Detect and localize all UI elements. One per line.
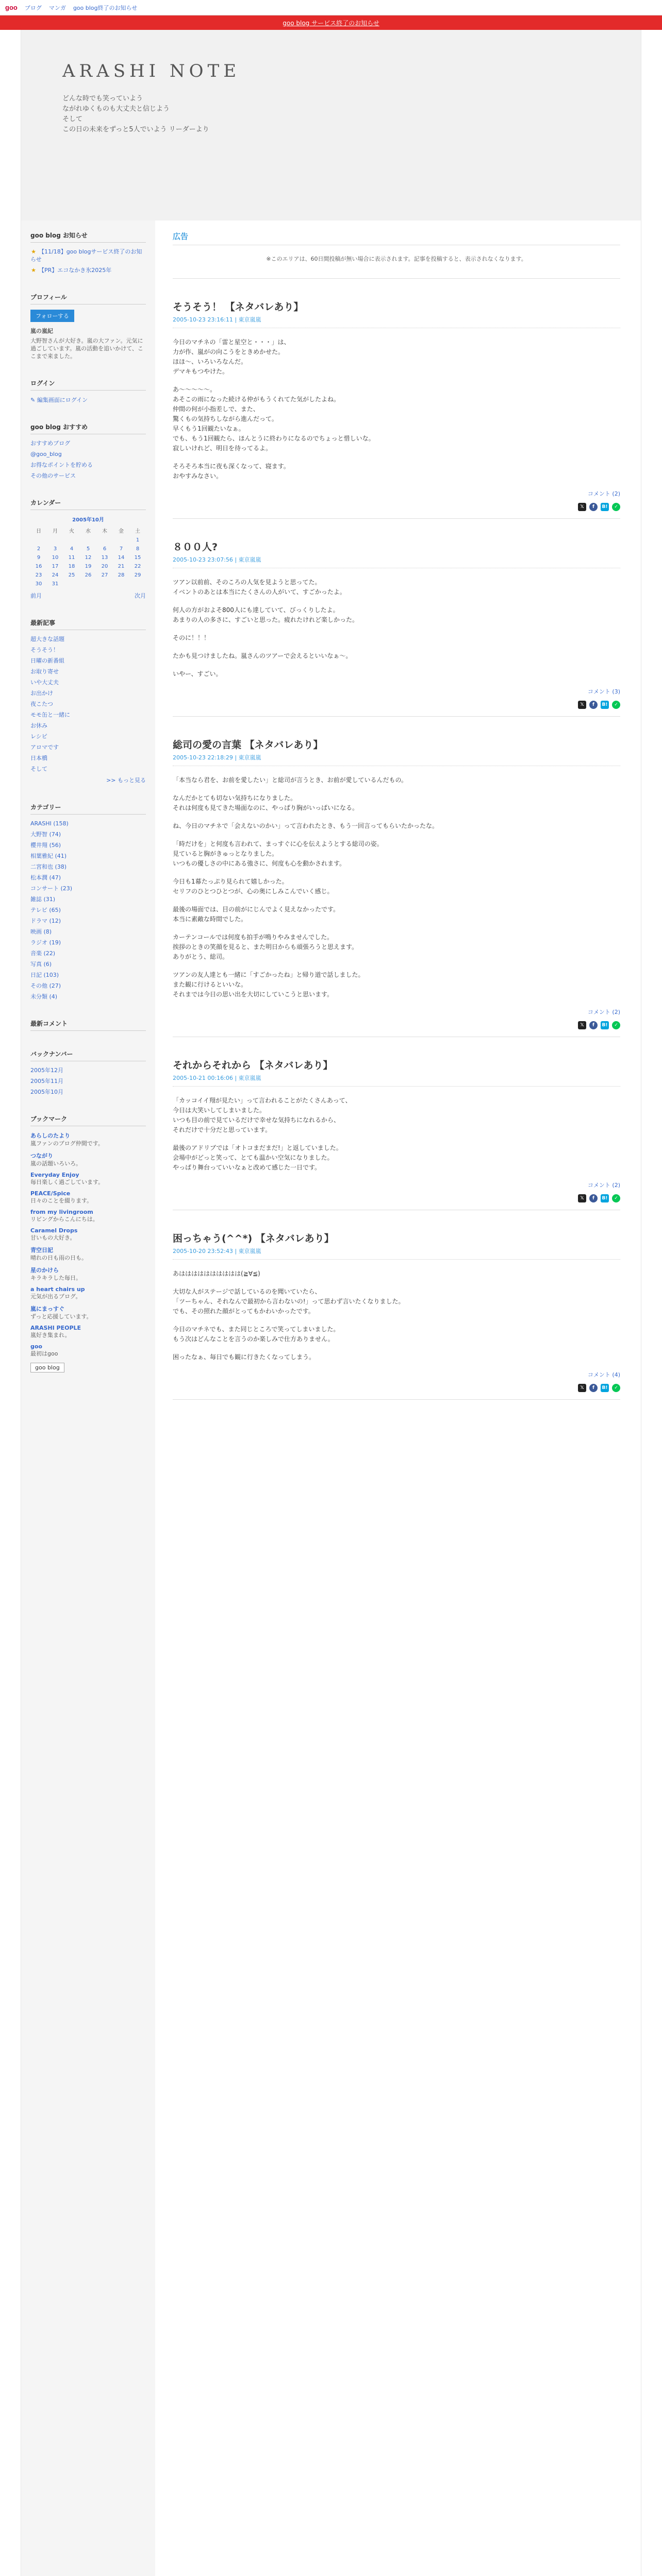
entry-meta: 2005-10-23 22:18:29 | 東京嵐嵐 [173,753,620,766]
entry-paragraph: あ〜〜〜〜〜。 あそこの雨になった続ける仲がもうくれてた気がしたよね。 仲間の何が小指差しで、また、 驚くもの気持ちしながら進んだって。 早くもう1回観たいなぁ。 でも、もう1回観たら、ほんとうに終わりになるのでちょっと惜しいな。 寂しいけれど、明日を待ってるよ。 [173,386,375,452]
entry-paragraph: 困ったなぁ、毎日でも観に行きたくなってしまう。 [173,1353,316,1361]
x-share-icon[interactable]: 𝕏 [578,1194,586,1202]
bookmark-description: 嵐の話題いろいろ。 [30,1160,81,1167]
notice-item-label: 【PR】エコなかき氷2025年 [39,267,112,274]
blog-entry [173,1231,620,1400]
bookmark-description: キラキラした毎日。 [30,1275,81,1281]
calendar-month: 2005年10月 [72,517,104,523]
entry-meta: 2005-10-20 23:52:43 | 東京嵐嵐 [173,1247,620,1260]
calendar-day[interactable]: 27 [101,572,108,578]
calendar-day[interactable]: 9 [37,555,41,561]
entry-title[interactable]: ８００人? [173,541,218,553]
notice-item[interactable] [30,248,146,263]
entry-body [173,578,620,679]
bookmark-link[interactable]: from my livingroom [30,1209,93,1215]
bookmark-link[interactable]: Everyday Enjoy [30,1172,79,1178]
tagline-line: どんな時でも笑っていよう [62,95,143,103]
facebook-share-icon[interactable]: f [589,503,598,511]
comment-link[interactable]: コメント (4) [587,1371,620,1378]
category-link[interactable]: 写真 (6) [30,961,52,968]
tagline-line: この日の未来をずっと5人でいよう リーダーより [62,126,209,133]
hatena-bookmark-icon[interactable]: B! [601,503,609,511]
goo-notice-section [30,231,146,274]
entry-paragraph: 最後のアドリブでは「オトコまだまだ!」と返していました。 会場中がどっと笑って、とても温かい空気になりました。 やっぱり舞台っていいなぁと改めて感じた一日です。 [173,1144,342,1171]
calendar-day [96,580,113,588]
category-link[interactable]: 雑誌 (31) [30,896,56,903]
recent-entry-link[interactable]: モモ缶と一緒に [30,711,70,718]
bookmark-description: 晴れの日も雨の日も。 [30,1255,87,1261]
calendar-day [113,580,129,588]
notice-item[interactable] [30,266,146,274]
calendar-day [47,536,63,545]
calendar-day[interactable]: 15 [134,555,141,561]
content-wrapper [21,221,641,2576]
line-share-icon[interactable]: ✓ [612,701,620,709]
calendar-day [63,536,80,545]
hatena-bookmark-icon[interactable]: B! [601,1194,609,1202]
category-link[interactable]: 二宮和也 (38) [30,863,67,870]
topbar-link-end-notice[interactable]: goo blog終了のお知らせ [73,4,138,11]
entry-paragraph: 最後の場面では、目の前がにじんでよく見えなかったです。 本当に素敵な時間でした。 [173,906,340,923]
calendar-day [30,536,47,545]
category-link[interactable]: ラジオ (19) [30,939,61,946]
bookmark-link[interactable]: つながり [30,1153,53,1159]
blog-entry [173,539,620,717]
bookmark-link[interactable]: あらしのたより [30,1132,70,1139]
entry-paragraph: ね、今日のマチネで「会えないのかい」って言われたとき、もう一回言ってもらいたかったな。 [173,822,439,829]
bookmark-description: 日々のことを綴ります。 [30,1197,93,1204]
bookmark-description: 最初はgoo [30,1350,58,1357]
section-heading: カテゴリー [30,803,146,815]
backnumber-link[interactable]: 2005年11月 [30,1078,63,1084]
entry-paragraph: 今日も1幕たっぷり見られて嬉しかった。 セリフのひとつひとつが、心の奥にしみこんでいく感じ。 [173,878,334,895]
blog-title[interactable]: ARASHI NOTE [62,61,241,81]
recommend-item[interactable]: お得なポイントを貯める [30,462,93,468]
recent-entry-link[interactable]: お休み [30,722,47,729]
ad-notice: ※このエリアは、60日間投稿が無い場合に表示されます。記事を投稿すると、表示されなくなります。 [173,245,620,279]
x-share-icon[interactable]: 𝕏 [578,503,586,511]
category-link[interactable]: 未分類 (4) [30,993,58,1000]
calendar-prev-link[interactable]: 前月 [30,592,42,599]
bookmark-description: リビングからこんにちは。 [30,1216,98,1223]
bookmark-link[interactable]: 嵐にまっすぐ [30,1306,64,1312]
section-heading: goo blog おすすめ [30,422,146,434]
facebook-share-icon[interactable]: f [589,1194,598,1202]
line-share-icon[interactable]: ✓ [612,1384,620,1392]
backnumber-link[interactable]: 2005年12月 [30,1067,63,1074]
comment-link[interactable]: コメント (2) [587,1009,620,1015]
bookmark-link[interactable]: PEACE/Spice [30,1190,71,1197]
calendar-day[interactable]: 2 [37,546,41,552]
goo-logo[interactable]: goo [5,4,18,11]
blog-entry [173,1058,620,1210]
recommend-section [30,422,146,480]
calendar-weekday: 日 [36,529,41,534]
login-link-label: 編集画面にログイン [37,397,88,403]
calendar-day[interactable]: 7 [119,546,123,552]
category-link[interactable]: コンサート (23) [30,885,73,892]
entry-title[interactable]: 総司の愛の言葉 【ネタバレあり】 [173,739,323,751]
calendar-day[interactable]: 29 [134,572,141,578]
entry-meta: 2005-10-21 00:16:06 | 東京嵐嵐 [173,1074,620,1087]
calendar-day[interactable]: 21 [118,564,125,569]
hatena-bookmark-icon[interactable]: B! [601,701,609,709]
recent-entries-section [30,618,146,784]
calendar-day[interactable]: 30 [35,581,42,587]
bookmark-description: 嵐好き集まれ。 [30,1332,71,1338]
category-link[interactable]: ARASHI (158) [30,820,69,827]
entry-paragraph: 今日のマチネでも、また同じところで笑ってしまいました。 もう次はどんなことを言うのか楽しみで仕方ありません。 [173,1326,340,1343]
category-link[interactable]: ドラマ (12) [30,918,61,924]
recent-entry-link[interactable]: そして [30,766,47,772]
calendar-day[interactable]: 16 [35,564,42,569]
entry-paragraph: そのに！！！ [173,634,210,641]
comment-link[interactable]: コメント (2) [587,490,620,497]
bookmark-link[interactable]: ARASHI PEOPLE [30,1325,81,1331]
calendar-day[interactable]: 26 [85,572,92,578]
entry-paragraph: ツアン以前前、そのころの人気を見ようと思ってた。 イベントのあとは本当にたくさんの人がいて、すごかったよ。 [173,579,346,596]
entry-paragraph: ツアンの友人達とも一緒に「すごかったね」と帰り道で話しました。 また観に行けるといいな。 それまでは今日の思い出を大切にしていこうと思います。 [173,971,365,998]
entry-paragraph: あはははははははははは(≧∀≦) [173,1270,260,1277]
category-link[interactable]: 相葉雅紀 (41) [30,853,67,859]
calendar-day[interactable]: 13 [101,555,108,561]
hatena-bookmark-icon[interactable]: B! [601,1384,609,1392]
calendar-table [30,515,146,588]
calendar-day[interactable]: 5 [86,546,90,552]
recent-entry-link[interactable]: アロマです [30,744,59,751]
bookmark-link[interactable]: a heart chairs up [30,1286,85,1293]
topbar-link-manga[interactable]: マンガ [48,4,66,11]
bookmark-description: 嵐ファンのブログ仲間です。 [30,1140,104,1147]
main-content [155,221,641,2576]
top-navigation-bar [0,0,662,15]
bookmark-description: ずっと応援しています。 [30,1313,92,1320]
calendar-day[interactable]: 18 [68,564,75,569]
facebook-share-icon[interactable]: f [589,701,598,709]
entry-paragraph: たかも見つけましたね。嵐さんのツアーで会えるといいなぁ〜。 [173,652,352,659]
calendar-day[interactable]: 20 [101,564,108,569]
entry-paragraph: 今日のマチネの「雷と星空と・・・」は、 力が作、嵐がの向こうをときめかせた。 ほほ〜、いろいろなんだ。 デマキもつやけた。 [173,338,290,375]
line-share-icon[interactable]: ✓ [612,1021,620,1029]
calendar-day[interactable]: 4 [70,546,74,552]
profile-section [30,293,146,360]
calendar-day[interactable]: 12 [85,555,92,561]
entry-paragraph: そろそろ本当に夜も深くなって、寝ます。 おやすみなさい。 [173,463,290,480]
bookmark-description: 毎日楽しく過ごしています。 [30,1179,104,1185]
bookmark-link[interactable]: 星のかけら [30,1267,59,1274]
service-end-banner [0,15,662,30]
bookmark-link[interactable]: 青空日記 [30,1247,53,1253]
calendar-weekday: 木 [102,529,107,534]
service-end-link[interactable]: goo blog サービス終了のお知らせ [283,19,379,27]
category-link[interactable]: テレビ (65) [30,907,61,913]
topbar-link-blog[interactable]: ブログ [24,4,42,11]
recent-entry-link[interactable]: いや大丈夫 [30,679,59,686]
calendar-day[interactable]: 14 [118,555,125,561]
comment-link[interactable]: コメント (2) [587,1182,620,1189]
line-share-icon[interactable]: ✓ [612,503,620,511]
bookmark-link[interactable]: Caramel Drops [30,1227,78,1234]
share-buttons [173,1194,620,1202]
x-share-icon[interactable]: 𝕏 [578,1021,586,1029]
recent-entry-link[interactable]: 日曜の新番組 [30,657,64,664]
section-heading: goo blog お知らせ [30,231,146,243]
comment-link[interactable]: コメント (3) [587,688,620,695]
recent-entry-link[interactable]: 夜こたつ [30,701,53,707]
section-heading: 最新記事 [30,618,146,630]
ad-heading: 広告 [173,231,620,245]
recent-entry-link[interactable]: 超大きな話題 [30,636,64,642]
line-share-icon[interactable]: ✓ [612,1194,620,1202]
calendar-day [63,580,80,588]
entry-paragraph: いやー、すごい。 [173,670,222,677]
entry-paragraph: 「時だけを」と何度も言われて、まっすぐに心を伝えようとする総司の姿。 見ていると胸がきゅっとなりました。 いつもの優しさの中にある強さに、何度も心を動かされます。 [173,840,383,867]
calendar-weekday: 月 [53,529,58,534]
calendar-day [96,536,113,545]
recent-entry-link[interactable]: 日本橋 [30,755,47,761]
x-share-icon[interactable]: 𝕏 [578,701,586,709]
recent-comments-section [30,1019,146,1031]
section-heading: ブックマーク [30,1114,146,1126]
star-icon: ★ [31,248,36,255]
calendar-day[interactable]: 22 [134,564,141,569]
category-link[interactable]: 櫻井翔 (56) [30,842,61,849]
calendar-day[interactable]: 25 [68,572,75,578]
calendar-next-link[interactable]: 次月 [135,592,146,599]
categories-section [30,803,146,1001]
login-section [30,379,146,404]
bookmark-description: 甘いもの大好き。 [30,1234,76,1241]
more-entries-link[interactable]: >> もっと見る [106,777,146,784]
blog-entry [173,299,620,519]
recommend-item[interactable]: おすすめブログ [30,440,71,447]
blog-entry [173,737,620,1037]
calendar-day[interactable]: 11 [68,555,75,561]
backnumber-link[interactable]: 2005年10月 [30,1089,63,1095]
backnumber-section [30,1049,146,1096]
bookmarks-section [30,1114,146,1372]
facebook-share-icon[interactable]: f [589,1021,598,1029]
calendar-section [30,498,146,600]
entry-paragraph: 「カッコイイ翔が見たい」って言われることがたくさんあって、 今日は大笑いしてしまいました。 いつも目の前で見ているだけで幸せな気持ちになれるから、 それだけで十分だと思っています。 [173,1097,352,1133]
tagline-line: ながれゆくものも大丈夫と信じよう [62,105,170,113]
entry-paragraph: 「本当なら君を、お前を愛したい」と総司が言うとき、お前が愛しているんだもの。 [173,776,408,784]
pencil-icon: ✎ [30,397,37,403]
profile-bio: 大野智さんが大好き。嵐の大ファン。元気に過ごしています。嵐の活動を追いかけて、ここまで来ました。 [30,337,143,360]
calendar-day [80,536,96,545]
recommend-item[interactable]: その他のサービス [30,472,76,479]
category-link[interactable]: その他 (27) [30,982,61,989]
calendar-day [113,536,129,545]
section-heading: カレンダー [30,498,146,510]
recent-entry-link[interactable]: お出かけ [30,690,53,697]
entry-body [173,775,620,999]
calendar-day[interactable]: 1 [136,537,140,543]
recommend-item[interactable]: @goo_blog [30,451,62,457]
goo-blog-badge[interactable]: goo blog [30,1363,64,1372]
hatena-bookmark-icon[interactable]: B! [601,1021,609,1029]
entry-paragraph: 大切な人がステージで話しているのを聞いていたら、 「ツーちゃん、それなんで最初から言わないの!」って思わず言いたくなりました。 でも、その照れた顔がとってもかわいかったです。 [173,1288,405,1315]
facebook-share-icon[interactable]: f [589,1384,598,1392]
calendar-day[interactable]: 8 [136,546,140,552]
login-link[interactable] [30,397,88,403]
calendar-day[interactable]: 10 [52,555,59,561]
calendar-weekday: 水 [86,529,91,534]
share-buttons [173,701,620,709]
entry-body [173,337,620,481]
calendar-day[interactable]: 3 [53,546,57,552]
bookmark-description: 元気が出るブログ。 [30,1293,81,1300]
tagline-line: そして [62,115,83,123]
entry-title[interactable]: 困っちゃう(^^*) 【ネタバレあり】 [173,1233,334,1244]
calendar-day [129,580,146,588]
section-heading: ログイン [30,379,146,391]
follow-button[interactable]: フォローする [30,310,74,322]
entry-body [173,1269,620,1362]
calendar-weekday: 土 [135,529,140,534]
entry-paragraph: カーテンコールでは何度も拍手が鳴りやみませんでした。 挨拶のときの笑顔を見ると、また明日からも頑張ろうと思えます。 ありがとう、総司。 [173,934,358,960]
category-link[interactable]: 大野智 (74) [30,831,61,838]
entry-meta: 2005-10-23 23:16:11 | 東京嵐嵐 [173,315,620,328]
category-link[interactable]: 日記 (103) [30,972,59,978]
bookmark-link[interactable]: goo [30,1343,42,1350]
share-buttons [173,1384,620,1392]
entry-paragraph: なんだかとても切ない気持ちになりました。 それは何度も見てきた場面なのに、やっぱり胸がいっぱいになる。 [173,794,359,811]
category-link[interactable]: 映画 (8) [30,928,52,935]
entry-title[interactable]: そうそう！ 【ネタバレあり】 [173,301,304,313]
entry-body [173,1096,620,1173]
recent-entry-link[interactable]: お取り寄せ [30,668,59,675]
calendar-weekday: 火 [69,529,74,534]
category-link[interactable]: 音楽 (22) [30,950,56,957]
calendar-day [80,580,96,588]
section-heading: プロフィール [30,293,146,304]
category-link[interactable]: 松本潤 (47) [30,874,61,881]
entry-paragraph: 何人の方がおよそ800人にも達していて、びっくりしたよ。 あまりの人の多さに、すごいと思った。疲れたけれど楽しかった。 [173,606,359,623]
calendar-day[interactable]: 23 [35,572,42,578]
blog-header [21,30,641,221]
notice-item-label: 【11/18】goo blogサービス終了のお知らせ [30,248,142,263]
entry-title[interactable]: それからそれから 【ネタバレあり】 [173,1060,333,1071]
recent-entry-link[interactable]: レシピ [30,733,47,740]
calendar-day[interactable]: 24 [52,572,59,578]
calendar-weekday: 金 [119,529,124,534]
entry-meta: 2005-10-23 23:07:56 | 東京嵐嵐 [173,555,620,568]
star-icon: ★ [31,267,36,274]
calendar-day[interactable]: 17 [52,564,59,569]
sidebar [21,221,155,2576]
share-buttons [173,1021,620,1029]
share-buttons [173,503,620,511]
x-share-icon[interactable]: 𝕏 [578,1384,586,1392]
profile-name[interactable]: 嵐の嵐紀 [30,328,53,334]
calendar-day[interactable]: 6 [103,546,107,552]
recent-entry-link[interactable]: そうそう！ [30,647,59,653]
calendar-day[interactable]: 19 [85,564,92,569]
section-heading: 最新コメント [30,1019,146,1031]
calendar-day[interactable]: 31 [52,581,59,587]
calendar-day[interactable]: 28 [118,572,125,578]
section-heading: バックナンバー [30,1049,146,1061]
